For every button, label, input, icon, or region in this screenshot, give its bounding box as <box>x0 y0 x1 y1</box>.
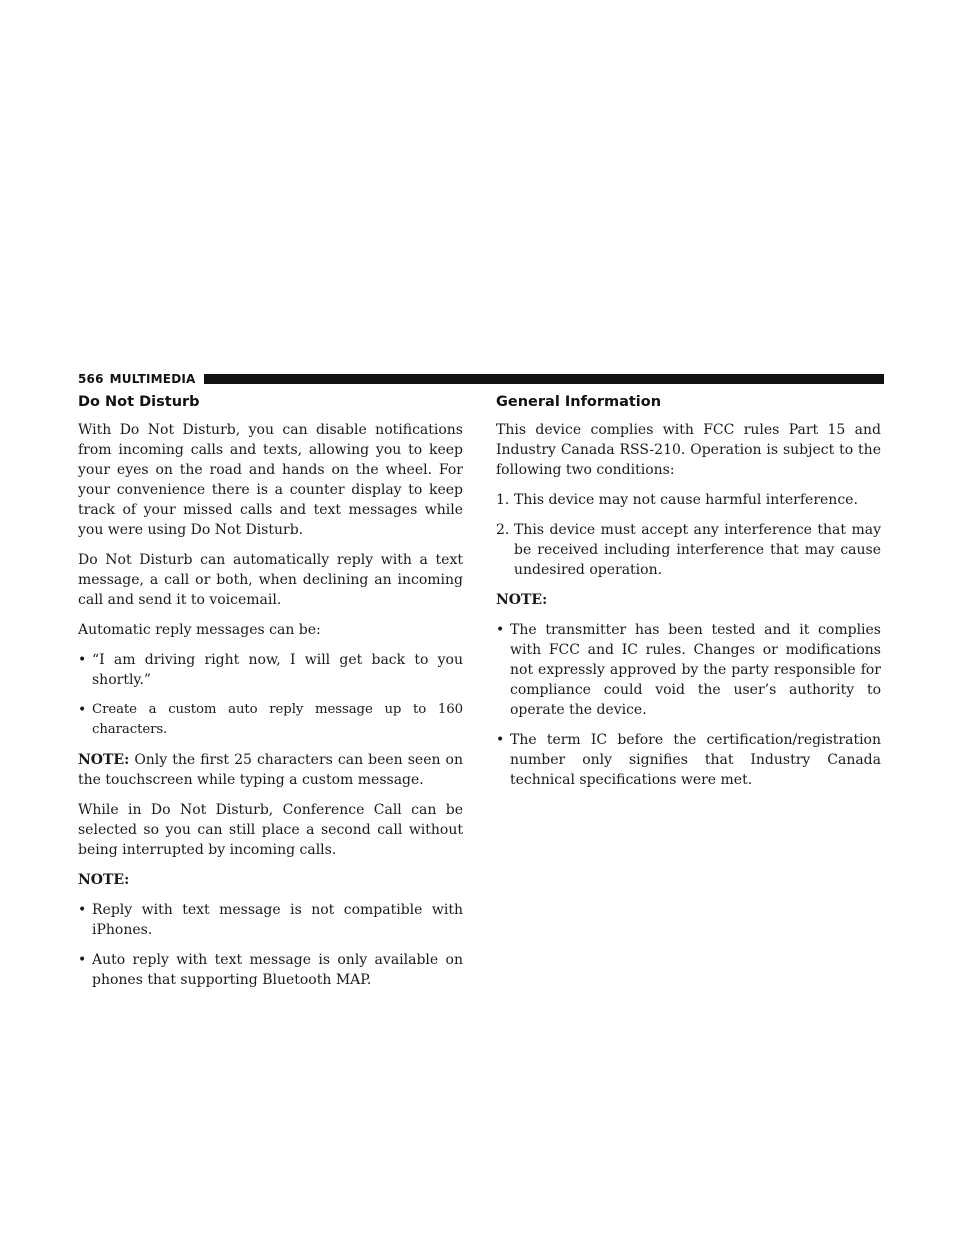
paragraph: While in Do Not Disturb, Conference Call can be selected so you can still place a second call without being interrupted by incoming calls. <box>78 802 463 858</box>
left-column <box>78 392 463 1000</box>
bullet: • <box>78 702 87 718</box>
numbered-item: 2. This device must accept any interference that may be received including interference that may cause undesired operation. <box>496 522 881 578</box>
numbered-item: 1. This device may not cause harmful interference. <box>496 492 858 508</box>
list-item: • Auto reply with text message is only available on phones that supporting Bluetooth MAP. <box>78 952 463 988</box>
note-label: NOTE: <box>78 752 130 768</box>
bullet: • <box>78 902 87 918</box>
bullet: • <box>78 652 87 668</box>
bullet: • <box>496 622 505 638</box>
paragraph: Automatic reply messages can be: <box>78 622 321 638</box>
header-rule <box>204 374 884 384</box>
bullet: • <box>496 732 505 748</box>
heading-general-information: General Information <box>496 394 662 410</box>
list-item: • The transmitter has been tested and it complies with FCC and IC rules. Changes or modifications not expressly approved by the party responsible for compliance could void the user’s authority to operate the device. <box>496 622 881 718</box>
page-header <box>78 372 884 386</box>
right-column <box>496 392 881 800</box>
list-item: • “I am driving right now, I will get back to you shortly.” <box>78 652 463 688</box>
heading-do-not-disturb: Do Not Disturb <box>78 394 200 410</box>
section-title: MULTIMEDIA <box>109 372 196 386</box>
paragraph: Do Not Disturb can automatically reply with a text message, a call or both, when declining an incoming call and send it to voicemail. <box>78 552 463 608</box>
page-number: 566 <box>78 372 104 386</box>
note-label: NOTE: <box>78 872 130 888</box>
list-item: • Create a custom auto reply message up to 160 characters. <box>78 700 463 740</box>
paragraph: With Do Not Disturb, you can disable notifications from incoming calls and texts, allowing you to keep your eyes on the road and hands on the wheel. For your convenience there is a counter display to keep track of your missed calls and text messages while you were using Do Not Disturb. <box>78 422 463 538</box>
bullet: • <box>78 952 87 968</box>
list-item: • The term IC before the certification/registration number only signifies that Industry Canada technical specifications were met. <box>496 732 881 788</box>
list-item: • Reply with text message is not compatible with iPhones. <box>78 902 463 938</box>
note-paragraph: NOTE: Only the first 25 characters can been seen on the touchscreen while typing a custom message. <box>78 752 463 788</box>
paragraph: This device complies with FCC rules Part 15 and Industry Canada RSS-210. Operation is subject to the following two conditions: <box>496 422 881 478</box>
note-label: NOTE: <box>496 592 548 608</box>
